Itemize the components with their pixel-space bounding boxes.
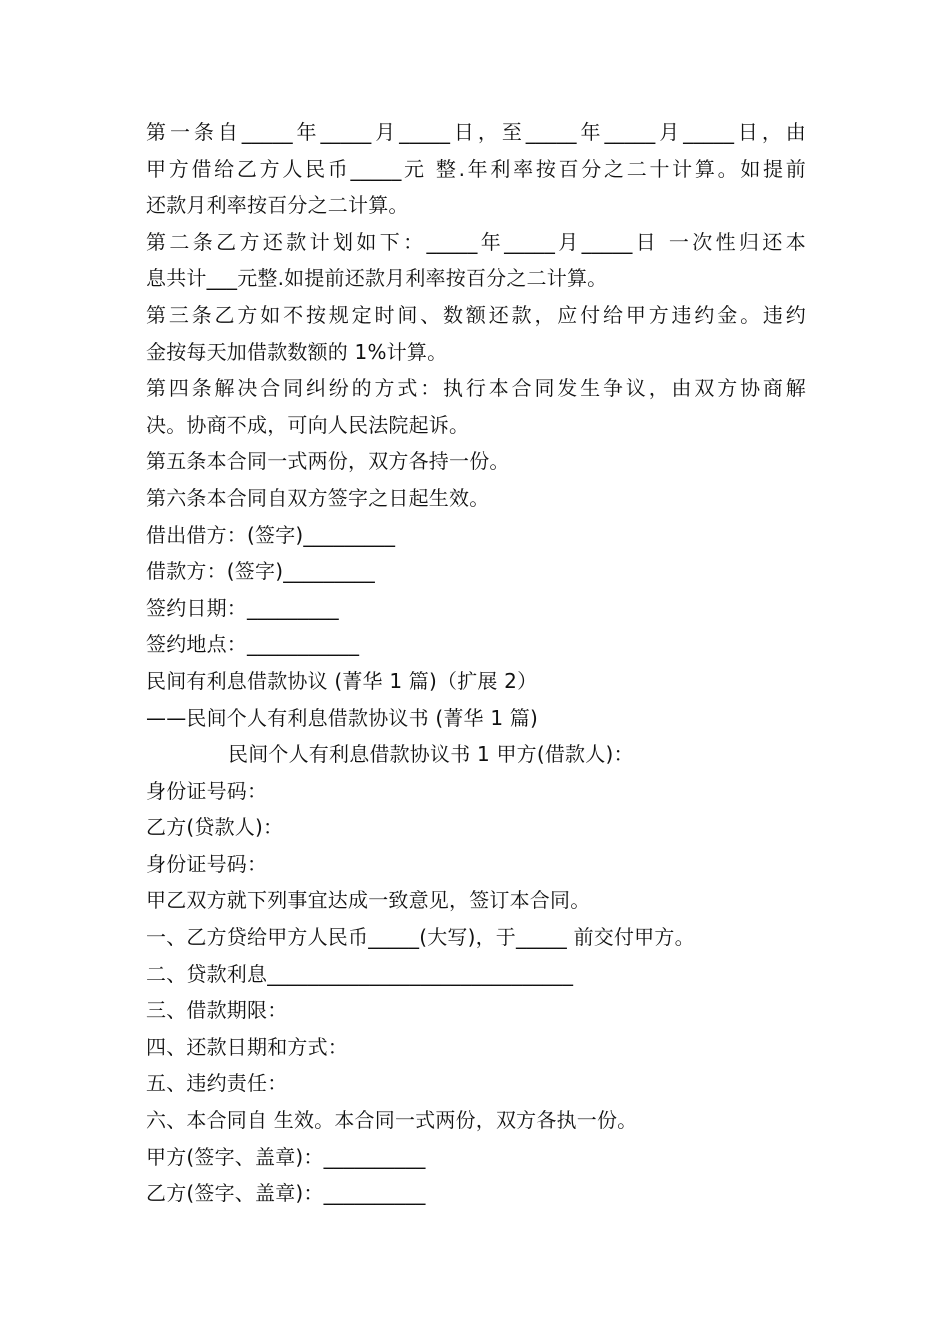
article-1-line-1: 第一条自_____年_____月_____日，至_____年_____月_____日，由 — [146, 120, 806, 144]
article-2-line-2: 息共计___元整.如提前还款月利率按百分之二计算。 — [146, 266, 608, 291]
party-a-id-line: 身份证号码： — [146, 778, 268, 803]
signing-date-line: 签约日期：_________ — [146, 595, 339, 620]
article-1-line-2: 甲方借给乙方人民币_____元 整.年利率按百分之二十计算。如提前 — [146, 156, 806, 181]
party-b-signature-line: 乙方(签字、盖章)：__________ — [146, 1181, 426, 1206]
party-b-id-line: 身份证号码： — [146, 851, 268, 876]
article-3-line-2: 金按每天加借款数额的 1%计算。 — [146, 339, 448, 364]
lender-signature-line: 借出借方：(签字)_________ — [146, 522, 396, 547]
party-b-line: 乙方(贷款人)： — [146, 815, 284, 840]
clause-5: 五、违约责任： — [146, 1071, 288, 1096]
article-3-line-1: 第三条乙方如不按规定时间、数额还款，应付给甲方违约金。违约 — [146, 302, 806, 327]
article-1-line-3: 还款月利率按百分之二计算。 — [146, 193, 409, 218]
document-page — [146, 114, 806, 1212]
article-2-line-1: 第二条乙方还款计划如下：_____年_____月_____日 一次性归还本 — [146, 229, 806, 254]
borrower-signature-line: 借款方：(签字)_________ — [146, 559, 376, 584]
clause-3: 三、借款期限： — [146, 998, 288, 1023]
article-5: 第五条本合同一式两份，双方各持一份。 — [146, 449, 510, 474]
article-6: 第六条本合同自双方签字之日起生效。 — [146, 485, 490, 510]
party-a-signature-line: 甲方(签字、盖章)：__________ — [146, 1144, 426, 1169]
signing-place-line: 签约地点：___________ — [146, 632, 360, 657]
clause-4: 四、还款日期和方式： — [146, 1034, 348, 1059]
clause-1: 一、乙方贷给甲方人民币_____(大写)，于_____ 前交付甲方。 — [146, 925, 695, 950]
agreement-intro: 甲乙双方就下列事宜达成一致意见，签订本合同。 — [146, 888, 591, 913]
clause-2: 二、贷款利息______________________________ — [146, 961, 574, 986]
agreement-heading: 民间个人有利息借款协议书 1 甲方(借款人)： — [228, 742, 634, 767]
extension-title: 民间有利息借款协议 (菁华 1 篇)（扩展 2） — [146, 668, 538, 693]
article-4-line-2: 决。协商不成，可向人民法院起诉。 — [146, 412, 470, 437]
article-4-line-1: 第四条解决合同纠纷的方式：执行本合同发生争议，由双方协商解 — [146, 376, 806, 401]
clause-6: 六、本合同自 生效。本合同一式两份，双方各执一份。 — [146, 1108, 638, 1133]
extension-subtitle: ——民间个人有利息借款协议书 (菁华 1 篇) — [146, 705, 539, 730]
